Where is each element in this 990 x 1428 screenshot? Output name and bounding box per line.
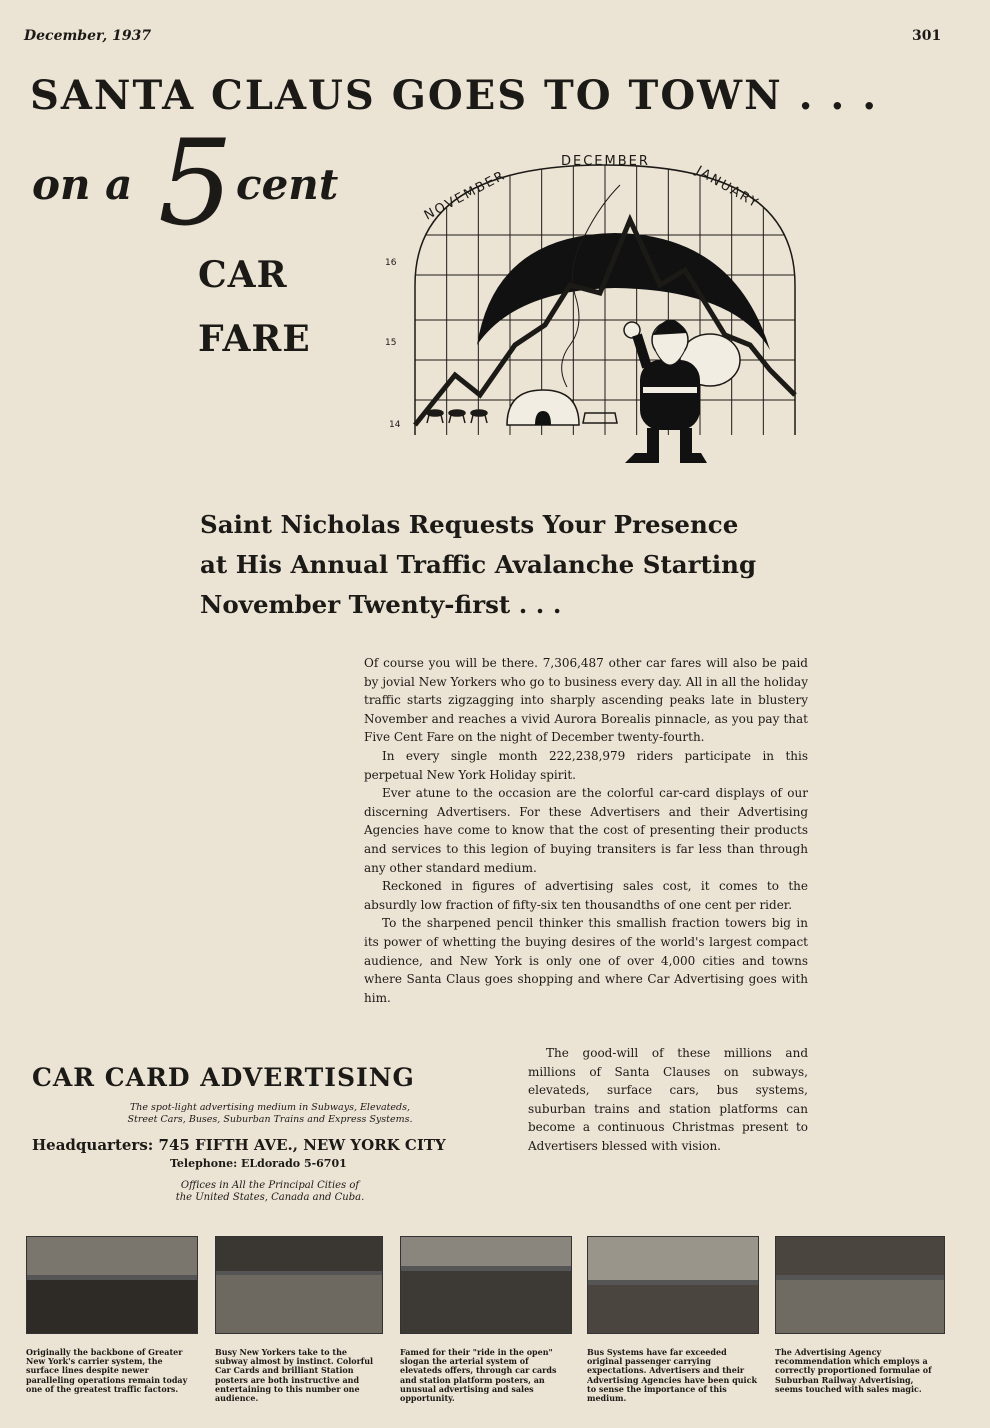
car-text: CAR [198, 254, 288, 296]
caption-bus: Bus Systems have far exceeded original passenger carrying expectations. Advertisers and their Advertising Agencies have been quick to sense the importance of this medium. [587, 1347, 757, 1404]
on-a-text: on a [32, 160, 133, 209]
body-paragraph-6: The good-will of these millions and millions of Santa Clauses on subways, elevateds, surface cars, bus systems, suburban trains and station platforms can become a continuous Christmas present to Advertisers blessed with vision. [528, 1046, 808, 1153]
body-paragraph-5: To the sharpened pencil thinker this smallish fraction towers big in its power of whetting the buying desires of the world's largest compact audience, and New York is only one of over 4,000 cities and towns where Santa Claus goes shopping and where Car Advertising goes with him. [364, 916, 808, 1005]
body-paragraph-3: Ever atune to the occasion are the colorful car-card displays of our discerning Advertisers. For these Advertisers and their Advertising Agencies have come to know that the cost of presenting their products and services to this legion of buying transiters is far less than through any other standard medium. [364, 786, 808, 875]
subheadline [200, 505, 880, 625]
brand-tagline-line-2: Street Cars, Buses, Suburban Trains and Express Systems. [127, 1114, 413, 1125]
y-tick-16: 16 [385, 258, 397, 268]
headquarters: Headquarters: 745 FIFTH AVE., NEW YORK CITY [32, 1136, 446, 1154]
page-number: 301 [912, 28, 942, 44]
caption-streetcar: Originally the backbone of Greater New York's carrier system, the surface lines despite newer paralleling operations remain today one of the greatest traffic factors. [26, 1347, 188, 1394]
brand-name: CAR CARD ADVERTISING [32, 1063, 415, 1092]
caption-elevated: Famed for their "ride in the open" slogan the arterial system of elevateds offers, through car cards and station platform posters, an unusual advertising and sales opportunity. [400, 1347, 557, 1404]
photo-bus [587, 1236, 759, 1334]
sleigh-icon [583, 413, 617, 423]
offices-line-1: Offices in All the Principal Cities of [180, 1180, 360, 1191]
y-ticks [385, 258, 401, 430]
photo-streetcar [26, 1236, 198, 1334]
photo-suburban-railway [775, 1236, 945, 1334]
y-tick-15: 15 [385, 338, 397, 348]
santa-claus-illustration [624, 319, 740, 463]
caption-suburban-railway: The Advertising Agency recommendation which employs a correctly proportioned formulae of Suburban Railway Advertising, seems touched with sales magic. [775, 1347, 932, 1394]
caption-subway: Busy New Yorkers take to the subway almost by instinct. Colorful Car Cards and brilliant Station posters are both instructive and entertaining to this number one audience. [215, 1347, 374, 1404]
offices-line-2: the United States, Canada and Cuba. [175, 1192, 365, 1203]
body-paragraph-4: Reckoned in figures of advertising sales cost, it comes to the absurdly low fraction of fifty-six ten thousandths of one cent per rider. [364, 879, 808, 912]
telephone: Telephone: ELdorado 5-6701 [170, 1157, 347, 1170]
body-paragraph-1: Of course you will be there. 7,306,487 other car fares will also be paid by jovial New Yorkers who go to business every day. All in all the holiday traffic starts zigzagging into sharply ascending peaks late in blustery November and reaches a vivid Aurora Borealis pinnacle, as you pay that Five Cent Fare on the night of December twenty-fourth. [364, 656, 808, 745]
cent-text: cent [236, 160, 339, 209]
fare-text: FARE [198, 318, 311, 360]
month-label-november: NOVEMBER [421, 167, 509, 224]
headline: SANTA CLAUS GOES TO TOWN . . . [30, 72, 879, 119]
offices [90, 1180, 450, 1204]
five-numeral: 5 [158, 114, 234, 252]
subhead-line-2: at His Annual Traffic Avalanche Starting [200, 550, 757, 579]
body-paragraph-2: In every single month 222,238,979 riders participate in this perpetual New York Holiday spirit. [364, 748, 808, 782]
brand-tagline [80, 1102, 460, 1126]
photo-elevated [400, 1236, 572, 1334]
subhead-line-3: November Twenty-first . . . [200, 590, 562, 619]
issue-date: December, 1937 [24, 28, 152, 44]
traffic-chart [385, 145, 825, 485]
month-label-december: DECEMBER [561, 154, 650, 169]
month-label-january: JANUARY [693, 163, 762, 212]
photo-subway [215, 1236, 383, 1334]
body-copy [364, 654, 808, 1007]
y-tick-14: 14 [389, 420, 401, 430]
body-copy-closing [528, 1044, 808, 1156]
subhead-line-1: Saint Nicholas Requests Your Presence [200, 510, 739, 539]
brand-tagline-line-1: The spot-light advertising medium in Subways, Elevateds, [129, 1102, 411, 1113]
